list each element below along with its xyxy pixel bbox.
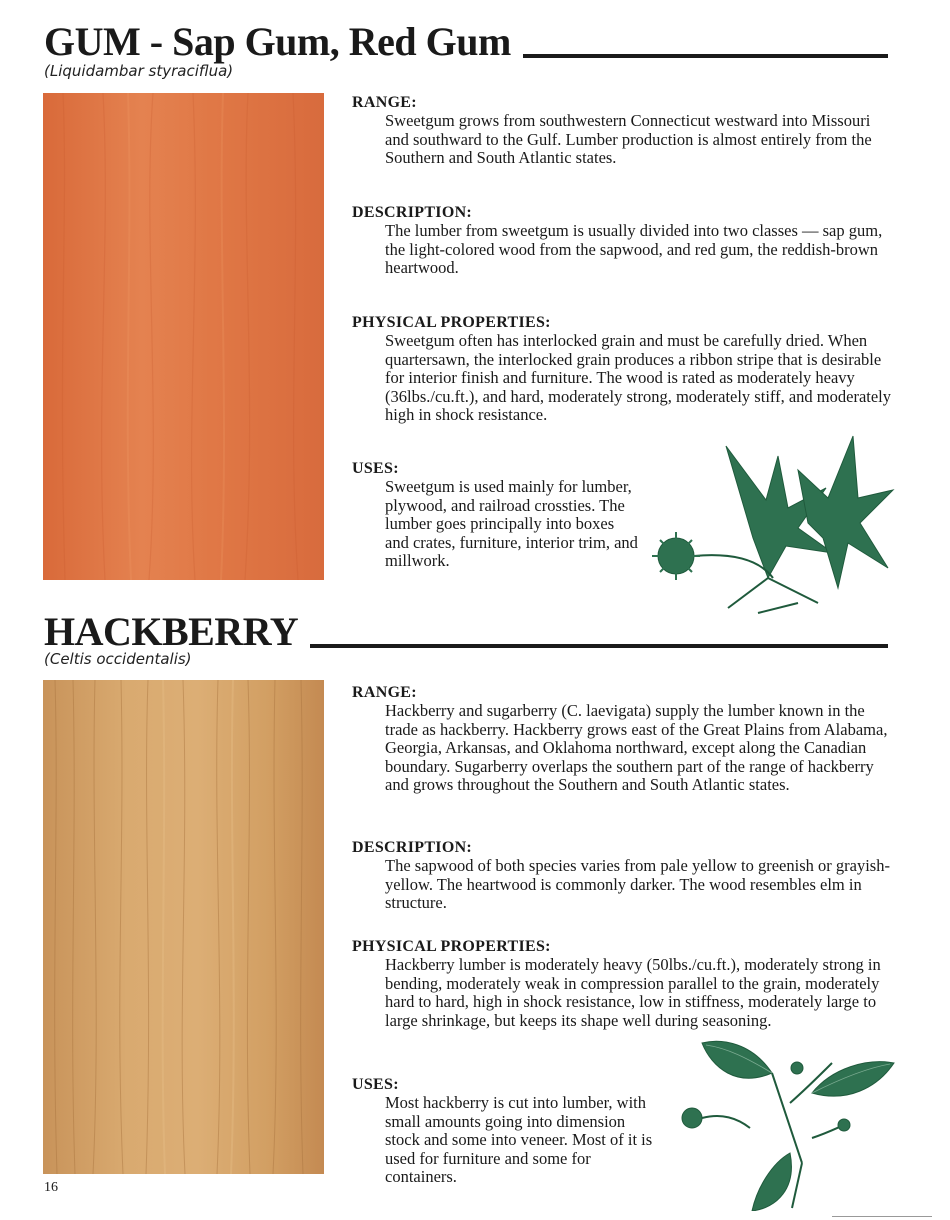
hackberry-description-heading: DESCRIPTION:	[352, 839, 473, 856]
hackberry-physical-heading: PHYSICAL PROPERTIES:	[352, 938, 551, 955]
hackberry-description-section	[352, 838, 894, 913]
gum-range-section	[352, 93, 894, 168]
gum-description-section	[352, 203, 894, 278]
hackberry-range-heading: RANGE:	[352, 684, 417, 701]
hackberry-title-rule	[310, 644, 888, 648]
gum-uses-text: Sweetgum is used mainly for lumber, plywood, and railroad crossties. The lumber goes principally into boxes and crates, furniture, interior trim, and millwork.	[385, 477, 638, 570]
sweetgum-leaf-illustration	[648, 428, 898, 618]
gum-physical-heading: PHYSICAL PROPERTIES:	[352, 314, 551, 331]
hackberry-wood-sample	[43, 680, 324, 1174]
page-number: 16	[44, 1180, 58, 1195]
gum-latin-name: (Liquidambar styraciflua)	[44, 62, 234, 80]
gum-physical-section	[352, 313, 894, 425]
hackberry-physical-text: Hackberry lumber is moderately heavy (50lbs./cu.ft.), moderately strong in bending, moderately weak in compression parallel to the grain, moderately hard to hard, high in shock resistance, low in stiffness, moderately large to large shrinkage, but keeps its shape well during seasoning.	[385, 955, 881, 1030]
hackberry-uses-heading: USES:	[352, 1076, 399, 1093]
hackberry-uses-text: Most hackberry is cut into lumber, with small amounts going into dimension stock and some into veneer. Most of it is used for furniture and some for containers.	[385, 1093, 653, 1186]
hackberry-description-text: The sapwood of both species varies from pale yellow to greenish or grayish-yellow. The heartwood is commonly darker. The wood resembles elm in structure.	[385, 856, 890, 912]
hackberry-latin-name: (Celtis occidentalis)	[44, 650, 192, 668]
gum-range-text: Sweetgum grows from southwestern Connecticut westward into Missouri and southward to the Gulf. Lumber production is almost entirely from the Southern and South Atlantic states.	[385, 111, 872, 167]
gum-title: GUM - Sap Gum, Red Gum	[44, 19, 511, 64]
gum-title-rule	[523, 54, 888, 58]
gum-title-row	[44, 19, 888, 64]
footer-rule	[832, 1216, 932, 1217]
hackberry-physical-section	[352, 937, 894, 1030]
gum-description-text: The lumber from sweetgum is usually divided into two classes — sap gum, the light-colored wood from the sapwood, and red gum, the reddish-brown heartwood.	[385, 221, 883, 277]
hackberry-title: HACKBERRY	[44, 609, 299, 654]
hackberry-range-section	[352, 683, 894, 795]
gum-wood-sample	[43, 93, 324, 580]
gum-range-heading: RANGE:	[352, 94, 417, 111]
gum-description-heading: DESCRIPTION:	[352, 204, 473, 221]
gum-physical-text: Sweetgum often has interlocked grain and must be carefully dried. When quartersawn, the interlocked grain produces a ribbon stripe that is desirable for interior finish and furniture. The wood is rated as moderately heavy (36lbs./cu.ft.), and hard, moderately strong, moderately stiff, and moderately high in shock resistance.	[385, 331, 892, 424]
hackberry-uses-section	[352, 1075, 660, 1187]
hackberry-title-row	[44, 609, 888, 654]
hackberry-leaf-illustration	[672, 1033, 898, 1211]
hackberry-range-text: Hackberry and sugarberry (C. laevigata) supply the lumber known in the trade as hackberry. Hackberry grows east of the Great Plains from Alabama, Georgia, Arkansas, and Oklahoma northward, except along the Canadian boundary. Sugarberry overlaps the southern part of the range of hackberry and grows throughout the Southern and South Atlantic states.	[385, 701, 888, 794]
gum-uses-heading: USES:	[352, 460, 399, 477]
gum-uses-section	[352, 459, 640, 571]
